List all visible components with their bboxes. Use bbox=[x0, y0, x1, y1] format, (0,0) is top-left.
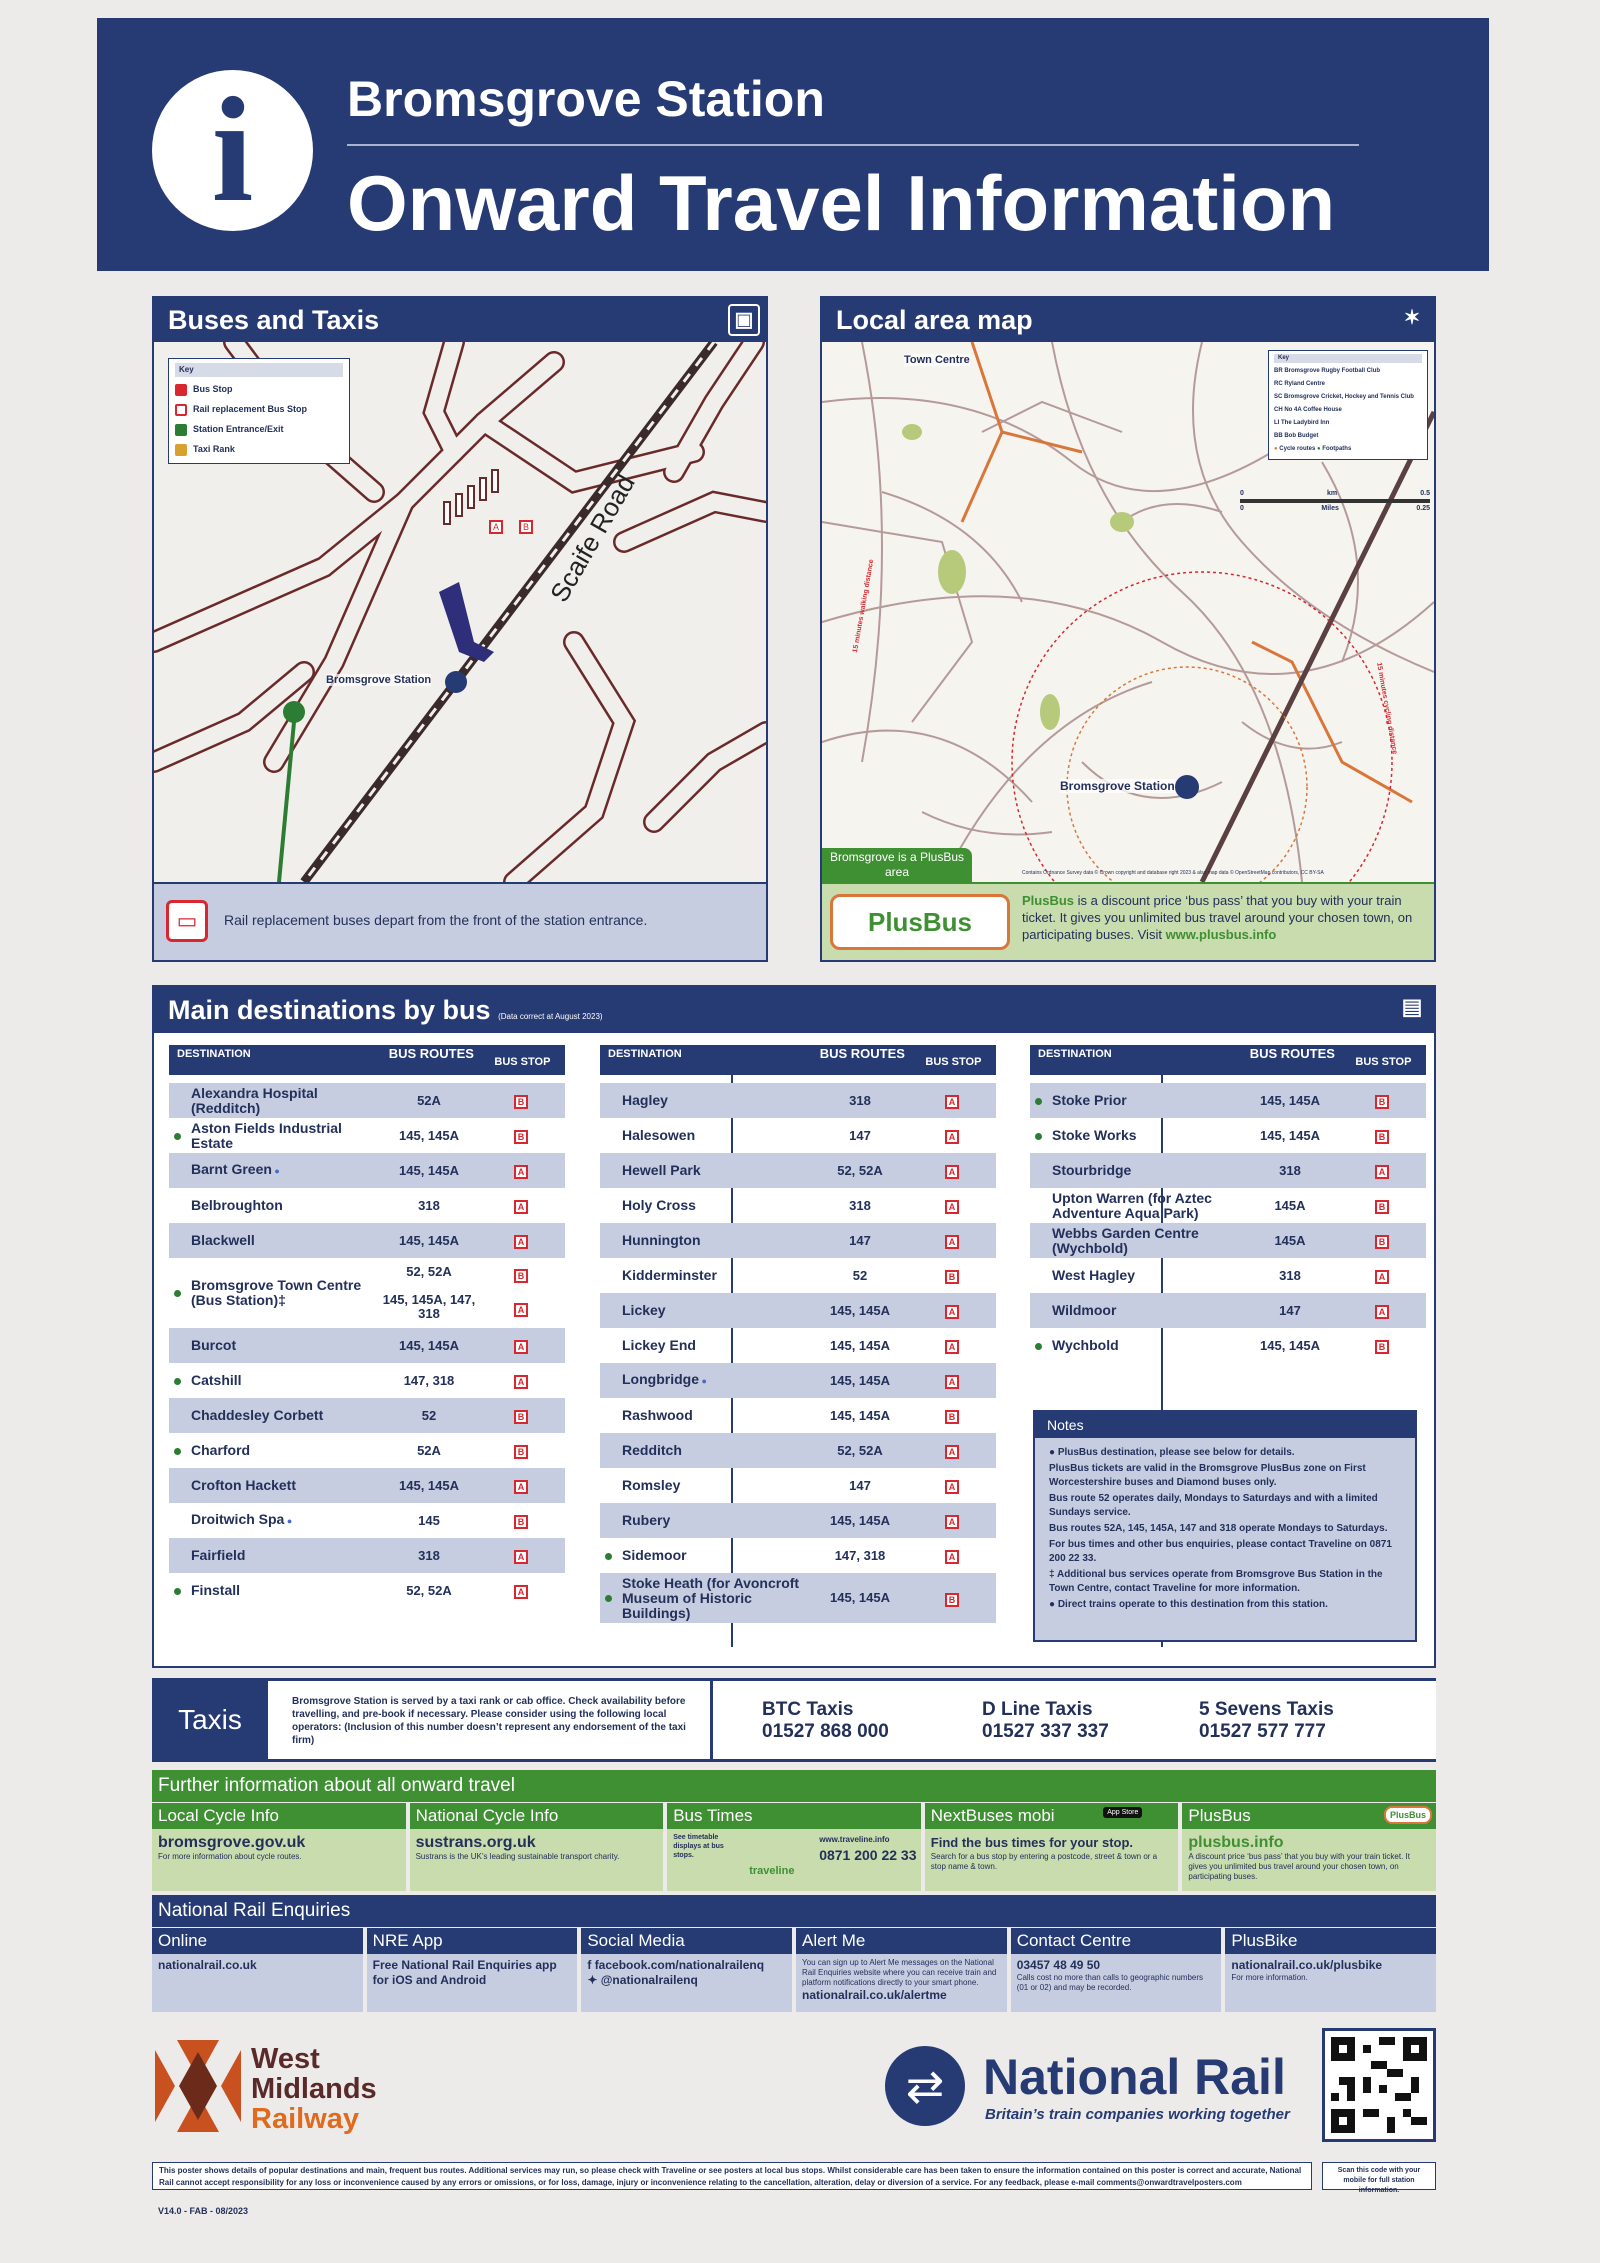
bus-stop-badge: B bbox=[514, 1515, 528, 1529]
destination-name: Bromsgrove Town Centre (Bus Station)‡ bbox=[169, 1278, 381, 1308]
destination-name: Longbridge ● bbox=[622, 1371, 707, 1387]
bus-routes: 52A bbox=[417, 1442, 441, 1458]
table-row bbox=[600, 1293, 996, 1328]
map-copyright: Contains Ordnance Survey data © Crown copyright and database right 2023 & also map data © OpenStreetMap contributors, CC BY-SA bbox=[1022, 870, 1324, 876]
bus-routes: 52, 52A bbox=[406, 1582, 452, 1598]
plusbus-small-logo: PlusBus bbox=[1384, 1806, 1432, 1824]
table-row bbox=[600, 1083, 996, 1118]
table-header bbox=[600, 1045, 996, 1075]
nre-social[interactable]: Social Media f facebook.com/nationalrailenq ✦ @nationalrailenq bbox=[581, 1928, 792, 2012]
table-row bbox=[169, 1258, 565, 1328]
taxis-title: Taxis bbox=[152, 1681, 268, 1759]
bus-stop-badge: B bbox=[514, 1130, 528, 1144]
bus-stop-badge: A bbox=[514, 1165, 528, 1179]
destination-name: Droitwich Spa ● bbox=[191, 1511, 293, 1527]
bus-stop bbox=[477, 1547, 565, 1564]
bus-routes: 145, 145A bbox=[1260, 1337, 1320, 1353]
plusbus-dot-icon bbox=[174, 1448, 181, 1455]
destination-name: Stourbridge bbox=[1052, 1162, 1132, 1178]
further-info-cells bbox=[152, 1803, 1436, 1891]
bus-stop bbox=[908, 1590, 996, 1607]
destination-name: Stoke Heath (for Avoncroft Museum of Historic Buildings) bbox=[600, 1576, 812, 1621]
table-row bbox=[1030, 1223, 1426, 1258]
table-row bbox=[1030, 1293, 1426, 1328]
buses-taxis-title: Buses and Taxis bbox=[168, 305, 380, 335]
bus-stop bbox=[908, 1302, 996, 1319]
destination-name: Barnt Green ● bbox=[191, 1161, 280, 1177]
bus-routes: 147 bbox=[849, 1477, 871, 1493]
table-row bbox=[169, 1328, 565, 1363]
town-centre-label: Town Centre bbox=[904, 354, 970, 366]
bus-stop-badge: B bbox=[1375, 1340, 1389, 1354]
direct-train-icon: ● bbox=[271, 1166, 280, 1176]
table-row bbox=[169, 1083, 565, 1118]
map-scale-bar: 0 km 0.5 0 Miles 0.25 bbox=[1240, 490, 1430, 512]
notes-title: Notes bbox=[1035, 1412, 1415, 1438]
plusbus-description: PlusBus is a discount price ‘bus pass’ that you buy with your train ticket. It gives you unlimited bus travel around your chosen town, on participating buses. Visit www.plusbus.info bbox=[1022, 893, 1413, 942]
station-label: Bromsgrove Station bbox=[326, 674, 432, 686]
bus-stop-badge: A bbox=[945, 1305, 959, 1319]
header-banner bbox=[97, 18, 1489, 271]
nre-title: National Rail Enquiries bbox=[152, 1895, 1436, 1927]
nre-online[interactable]: Online nationalrail.co.uk bbox=[152, 1928, 363, 2012]
bus-stop bbox=[1338, 1127, 1426, 1144]
destination-name: Catshill bbox=[169, 1373, 381, 1388]
local-map-key: Key BR Bromsgrove Rugby Football Club RC Ryland Centre SC Bromsgrove Cricket, Hockey and Tennis Club CH No 4A Coffee House LI The Ladybird Inn BB Bob Budget ● Cycle routes ● Footpaths bbox=[1268, 350, 1428, 460]
local-area-map[interactable] bbox=[822, 342, 1434, 882]
nre-alert-me[interactable]: Alert Me You can sign up to Alert Me messages on the National Rail Enquiries website where you can receive train and platform notifications directly to your smart phone. nationalrail.co.uk/alertme bbox=[796, 1928, 1007, 2012]
bus-routes: 147 bbox=[849, 1232, 871, 1248]
bus-stop bbox=[477, 1407, 565, 1424]
bus-stop-badge: B bbox=[945, 1410, 959, 1424]
bus-routes: 52 bbox=[421, 1407, 437, 1423]
walking-distance-label: 15 minutes walking distance bbox=[852, 558, 876, 654]
plusbus-dot-icon bbox=[1035, 1098, 1042, 1105]
nre-app[interactable]: NRE App Free National Rail Enquiries app for iOS and Android bbox=[367, 1928, 578, 2012]
bus-stop bbox=[1338, 1267, 1426, 1284]
bus-stop bbox=[908, 1197, 996, 1214]
destination-name: Fairfield bbox=[191, 1547, 246, 1563]
bus-stop bbox=[477, 1372, 565, 1389]
table-row bbox=[1030, 1153, 1426, 1188]
bus-routes: 145, 145A bbox=[1260, 1092, 1320, 1108]
table-row bbox=[169, 1223, 565, 1258]
table-row bbox=[600, 1503, 996, 1538]
column-header: BUS ROUTES bbox=[819, 1046, 905, 1061]
traveline-logo: traveline bbox=[749, 1865, 795, 1877]
table-header bbox=[1030, 1045, 1426, 1075]
table-row bbox=[600, 1328, 996, 1363]
plusbus-info[interactable]: PlusBus PlusBus plusbus.info A discount price ‘bus pass’ that you buy with your train ticket. It gives you unlimited bus travel around your chosen town, on participating buses. bbox=[1182, 1803, 1436, 1891]
national-rail-logo: ⇄ National Rail Britain’s train companies working together bbox=[885, 2044, 1305, 2134]
road-label: Scaife Road bbox=[544, 469, 641, 607]
nextbuses[interactable]: NextBuses mobi App Store Find the bus times for your stop. Search for a bus stop by entering a postcode, street & town or a stop name & town. bbox=[925, 1803, 1179, 1891]
bus-stop-a-marker[interactable]: A bbox=[489, 520, 503, 534]
column-header: BUS STOP bbox=[1355, 1056, 1412, 1068]
plusbus-dot-icon bbox=[174, 1588, 181, 1595]
compass-icon: ✶ bbox=[1403, 307, 1421, 329]
destination-name: Holy Cross bbox=[622, 1197, 696, 1213]
column-header: BUS ROUTES bbox=[1249, 1046, 1335, 1061]
bus-stop bbox=[477, 1442, 565, 1459]
bus-routes: 52, 52A bbox=[837, 1442, 883, 1458]
plusbus-info-strip bbox=[822, 882, 1434, 960]
bus-stop bbox=[477, 1197, 565, 1214]
bus-routes: 52, 52A 145, 145A, 147, 318 bbox=[382, 1264, 476, 1321]
table-row bbox=[600, 1118, 996, 1153]
bus-stop-badge: A bbox=[514, 1235, 528, 1249]
bus-stop bbox=[477, 1162, 565, 1179]
bus-stop-badge: A bbox=[514, 1303, 528, 1317]
destination-name: Crofton Hackett bbox=[191, 1477, 297, 1493]
bus-routes: 318 bbox=[1279, 1267, 1301, 1283]
bus-stop bbox=[1338, 1162, 1426, 1179]
destination-name: Lickey End bbox=[622, 1337, 696, 1353]
bus-stop-badge: B bbox=[945, 1593, 959, 1607]
destination-name: Alexandra Hospital (Redditch) bbox=[191, 1084, 318, 1116]
bus-routes: 145A bbox=[1274, 1197, 1306, 1213]
bus-routes: 145, 145A bbox=[830, 1407, 890, 1423]
notes-box: Notes ● PlusBus destination, please see below for details. PlusBus tickets are valid in the Bromsgrove PlusBus zone on First Worcestershire buses and Diamond buses only. Bus route 52 operates daily, Mondays to Saturdays and with a limited Sundays service. Bus routes 52A, 145, 145A, 147 and 318 operate Mondays to Saturdays. For bus times and other bus enquiries, please contact Traveline on 0871 200 22 33. ‡ Additional bus services operate from Bromsgrove Bus Station in the Town Centre, contact Traveline for more information. ● Direct trains operate to this destination from this station. bbox=[1033, 1410, 1417, 1642]
destination-name: Stoke Works bbox=[1030, 1128, 1242, 1143]
bus-stop-badge: A bbox=[945, 1515, 959, 1529]
table-row bbox=[1030, 1188, 1426, 1223]
destinations-table-3 bbox=[1030, 1045, 1426, 1363]
table-row bbox=[600, 1223, 996, 1258]
map-station-label: Bromsgrove Station bbox=[1060, 779, 1175, 793]
destination-name: Wildmoor bbox=[1052, 1302, 1117, 1318]
bus-routes: 145, 145A bbox=[830, 1337, 890, 1353]
table-row bbox=[600, 1433, 996, 1468]
bus-stop-badge: B bbox=[514, 1410, 528, 1424]
bus-stop bbox=[1338, 1232, 1426, 1249]
destination-name: West Hagley bbox=[1052, 1267, 1135, 1283]
bus-stop-badge: B bbox=[1375, 1130, 1389, 1144]
bus-routes: 318 bbox=[418, 1197, 440, 1213]
twitter-icon: ✦ bbox=[587, 1973, 601, 1987]
bus-stop bbox=[908, 1477, 996, 1494]
column-header: BUS STOP bbox=[494, 1056, 551, 1068]
bus-stop bbox=[477, 1512, 565, 1529]
bus-routes: 145, 145A bbox=[830, 1590, 890, 1605]
coach-icon: ▤ bbox=[1401, 994, 1423, 1019]
bus-routes: 318 bbox=[849, 1197, 871, 1213]
destination-name: Hunnington bbox=[622, 1232, 701, 1248]
bus-routes: 145, 145A bbox=[399, 1337, 459, 1353]
destination-name: Halesowen bbox=[622, 1127, 696, 1143]
bus-stop bbox=[1338, 1092, 1426, 1109]
bus-stop bbox=[477, 1232, 565, 1249]
bus-routes: 318 bbox=[1279, 1162, 1301, 1178]
nre-plusbike[interactable]: PlusBike nationalrail.co.uk/plusbike For more information. bbox=[1225, 1928, 1436, 2012]
qr-caption: Scan this code with your mobile for full station information. bbox=[1322, 2162, 1436, 2190]
local-map-panel bbox=[820, 296, 1436, 962]
column-header: BUS STOP bbox=[925, 1056, 982, 1068]
table-row bbox=[600, 1538, 996, 1573]
plusbus-dot-icon bbox=[174, 1290, 181, 1297]
bus-stop-badge: A bbox=[514, 1375, 528, 1389]
destination-name: Hagley bbox=[622, 1092, 668, 1108]
table-row bbox=[169, 1573, 565, 1608]
bus-stop bbox=[908, 1407, 996, 1424]
bus-stop-badge: A bbox=[514, 1340, 528, 1354]
table-row bbox=[169, 1118, 565, 1153]
plusbus-dot-icon bbox=[605, 1595, 612, 1602]
bus-stop bbox=[908, 1092, 996, 1109]
bus-routes: 145, 145A bbox=[830, 1302, 890, 1318]
bus-stop bbox=[908, 1512, 996, 1529]
table-row bbox=[600, 1153, 996, 1188]
plusbus-logo: PlusBus bbox=[830, 894, 1010, 950]
disclaimer: This poster shows details of popular destinations and main, frequent bus routes. Additional services may run, so please check with Traveline or see posters at local bus stops. Whilst considerable care has been taken to ensure the information contained on this poster is correct and accurate, National Rail cannot accept responsibility for any loss or inconvenience caused by any errors or omissions, or for loss, damage, injury or inconvenience relating to the cancellation, alteration, delay or diversion of a service. For any feedback, please e-mail comments@onwardtravelposters.com bbox=[152, 2162, 1312, 2190]
bus-routes: 145, 145A bbox=[399, 1127, 459, 1143]
nre-contact[interactable]: Contact Centre 03457 48 49 50 Calls cost no more than calls to geographic numbers (01 or 02) and may be recorded. bbox=[1011, 1928, 1222, 2012]
bus-stop bbox=[477, 1582, 565, 1599]
bus-stop bbox=[908, 1337, 996, 1354]
bus-stop-badge: B bbox=[945, 1270, 959, 1284]
bus-stop bbox=[477, 1269, 565, 1317]
bus-stop-badge: B bbox=[1375, 1235, 1389, 1249]
national-cycle-info[interactable]: National Cycle Info sustrans.org.uk Sustrans is the UK’s leading sustainable transport charity. bbox=[410, 1803, 664, 1891]
column-header: DESTINATION bbox=[608, 1048, 682, 1060]
bus-stop bbox=[477, 1337, 565, 1354]
bus-stop-badge: A bbox=[945, 1375, 959, 1389]
bus-routes: 52 bbox=[852, 1267, 868, 1283]
bus-stop bbox=[908, 1162, 996, 1179]
bus-stop-badge: A bbox=[1375, 1270, 1389, 1284]
column-header: DESTINATION bbox=[1038, 1048, 1112, 1060]
taxi-operator[interactable]: 5 Sevens Taxis 01527 577 777 bbox=[1199, 1699, 1334, 1742]
destination-name: Finstall bbox=[169, 1583, 381, 1598]
column-header: BUS ROUTES bbox=[388, 1046, 474, 1061]
destinations-table-1 bbox=[169, 1045, 565, 1608]
info-icon: i bbox=[152, 70, 313, 231]
bus-routes: 52, 52A bbox=[837, 1162, 883, 1178]
table-row bbox=[1030, 1118, 1426, 1153]
direct-train-icon: ● bbox=[284, 1516, 293, 1526]
destination-name: Sidemoor bbox=[600, 1548, 812, 1563]
bus-routes: 147 bbox=[849, 1127, 871, 1143]
bus-routes: 147, 318 bbox=[403, 1372, 455, 1388]
national-rail-icon: ⇄ bbox=[885, 2046, 965, 2126]
bus-stop bbox=[908, 1442, 996, 1459]
destination-name: Upton Warren (for Aztec Adventure Aqua Park) bbox=[1052, 1189, 1212, 1221]
bus-stop-badge: A bbox=[945, 1235, 959, 1249]
bus-stop-badge: A bbox=[945, 1200, 959, 1214]
further-info-title: Further information about all onward travel bbox=[152, 1770, 1436, 1802]
rail-replacement-bus-icon: ▭ bbox=[166, 900, 208, 942]
bus-stop bbox=[1338, 1302, 1426, 1319]
bus-stop-badge: A bbox=[945, 1480, 959, 1494]
version-label: V14.0 - FAB - 08/2023 bbox=[158, 2206, 249, 2216]
table-row bbox=[169, 1433, 565, 1468]
bus-stop-badge: A bbox=[1375, 1165, 1389, 1179]
table-row bbox=[169, 1468, 565, 1503]
bus-stop-badge: B bbox=[514, 1269, 528, 1283]
destinations-panel: Main destinations by bus (Data correct at August 2023) ▤ bbox=[152, 985, 1436, 1668]
bus-routes: 318 bbox=[849, 1092, 871, 1108]
table-row bbox=[169, 1538, 565, 1573]
bus-stop-badge: A bbox=[945, 1445, 959, 1459]
bus-routes: 145, 145A bbox=[830, 1512, 890, 1528]
taxis-text: Bromsgrove Station is served by a taxi rank or cab office. Check availability before travelling, and pre-book if necessary. Please consider using the following local operators: (Inclusion of this number doesn’t represent any endorsement of the taxi firm) bbox=[292, 1696, 686, 1746]
bus-stop bbox=[477, 1477, 565, 1494]
plusbus-dot-icon bbox=[174, 1378, 181, 1385]
table-row bbox=[600, 1258, 996, 1293]
bus-stop-badge: A bbox=[945, 1340, 959, 1354]
table-row bbox=[600, 1398, 996, 1433]
bus-stop bbox=[908, 1127, 996, 1144]
bus-routes: 145, 145A bbox=[1260, 1127, 1320, 1143]
bus-routes: 145, 145A bbox=[399, 1232, 459, 1248]
west-midlands-railway-logo: West Midlands Railway bbox=[155, 2040, 415, 2135]
destination-name: Wychbold bbox=[1030, 1338, 1242, 1353]
plusbus-dot-icon bbox=[605, 1553, 612, 1560]
bus-stop-badge: A bbox=[945, 1095, 959, 1109]
bus-icon: ▣ bbox=[728, 304, 760, 336]
destination-name: Blackwell bbox=[191, 1232, 255, 1248]
destination-name: Lickey bbox=[622, 1302, 666, 1318]
destination-name: Rubery bbox=[622, 1512, 671, 1528]
bus-routes: 318 bbox=[418, 1547, 440, 1563]
table-row bbox=[169, 1363, 565, 1398]
bus-stop-badge: A bbox=[514, 1550, 528, 1564]
destination-name: Aston Fields Industrial Estate bbox=[169, 1121, 381, 1151]
destination-name: Rashwood bbox=[622, 1407, 693, 1423]
table-row bbox=[600, 1573, 996, 1623]
qr-code[interactable] bbox=[1322, 2028, 1436, 2142]
plusbus-dot-icon bbox=[174, 1133, 181, 1140]
destination-name: Romsley bbox=[622, 1477, 681, 1493]
bus-stop-badge: A bbox=[945, 1550, 959, 1564]
bus-routes: 145A bbox=[1274, 1232, 1306, 1248]
bus-stop bbox=[1338, 1197, 1426, 1214]
page-title: Onward Travel Information bbox=[347, 159, 1336, 247]
destination-name: Kidderminster bbox=[622, 1267, 717, 1283]
bus-routes: 52A bbox=[417, 1092, 441, 1108]
bus-stop-badge: A bbox=[514, 1480, 528, 1494]
bus-stop bbox=[908, 1267, 996, 1284]
destination-name: Charford bbox=[169, 1443, 381, 1458]
destination-name: Hewell Park bbox=[622, 1162, 701, 1178]
bus-stop bbox=[908, 1232, 996, 1249]
bus-stop-badge: A bbox=[514, 1200, 528, 1214]
station-street-map[interactable] bbox=[154, 342, 766, 882]
table-row bbox=[169, 1188, 565, 1223]
table-row bbox=[600, 1188, 996, 1223]
destination-name: Redditch bbox=[622, 1442, 682, 1458]
table-header bbox=[169, 1045, 565, 1075]
bus-stop bbox=[908, 1372, 996, 1389]
taxi-operator[interactable]: BTC Taxis 01527 868 000 bbox=[762, 1699, 889, 1742]
table-row bbox=[600, 1468, 996, 1503]
app-store-badge: App Store bbox=[1103, 1807, 1142, 1818]
map-key: Key Bus Stop Rail replacement Bus Stop Station Entrance/Exit Taxi Rank bbox=[168, 358, 350, 464]
direct-train-icon: ● bbox=[699, 1376, 707, 1386]
bus-stop-badge: B bbox=[514, 1095, 528, 1109]
local-cycle-info[interactable]: Local Cycle Info bromsgrove.gov.uk For more information about cycle routes. bbox=[152, 1803, 406, 1891]
bus-routes: 145, 145A bbox=[399, 1162, 459, 1178]
plusbus-dot-icon bbox=[1035, 1133, 1042, 1140]
destinations-title: Main destinations by bus bbox=[168, 995, 491, 1025]
bus-routes: 145, 145A bbox=[399, 1477, 459, 1493]
table-row bbox=[169, 1503, 565, 1538]
bus-stop-badge: A bbox=[945, 1165, 959, 1179]
bus-stop-badge: A bbox=[514, 1585, 528, 1599]
table-row bbox=[1030, 1083, 1426, 1118]
bus-routes: 145 bbox=[418, 1512, 440, 1528]
column-header: DESTINATION bbox=[177, 1048, 251, 1060]
table-row bbox=[1030, 1328, 1426, 1363]
taxi-operator[interactable]: D Line Taxis 01527 337 337 bbox=[982, 1699, 1109, 1742]
bus-stop-badge: A bbox=[1375, 1305, 1389, 1319]
buses-taxis-panel bbox=[152, 296, 768, 962]
destination-name: Stoke Prior bbox=[1030, 1093, 1242, 1108]
local-map-title: Local area map bbox=[836, 305, 1033, 335]
plusbus-area-label: Bromsgrove is a PlusBus area bbox=[822, 848, 972, 882]
destination-name: Belbroughton bbox=[191, 1197, 283, 1213]
table-row bbox=[169, 1153, 565, 1188]
table-row bbox=[600, 1363, 996, 1398]
bus-routes: 147 bbox=[1279, 1302, 1301, 1318]
table-row bbox=[1030, 1258, 1426, 1293]
header-divider bbox=[347, 144, 1359, 146]
table-row bbox=[169, 1398, 565, 1433]
bus-stop bbox=[908, 1547, 996, 1564]
plusbus-dot-icon bbox=[1035, 1343, 1042, 1350]
nre-cells bbox=[152, 1928, 1436, 2012]
taxis-section bbox=[152, 1678, 1436, 1762]
bus-routes: 145, 145A bbox=[830, 1372, 890, 1388]
station-name: Bromsgrove Station bbox=[347, 71, 825, 127]
bus-stop-b-marker[interactable]: B bbox=[519, 520, 533, 534]
destination-name: Burcot bbox=[191, 1337, 237, 1353]
bus-stop-badge: A bbox=[945, 1130, 959, 1144]
bus-stop bbox=[477, 1092, 565, 1109]
destination-name: Chaddesley Corbett bbox=[191, 1407, 324, 1423]
bus-times[interactable]: Bus Times See timetable displays at bus stops. traveline www.traveline.info 0871 200 22 33 bbox=[667, 1803, 921, 1891]
bus-stop bbox=[1338, 1337, 1426, 1354]
destination-name: Webbs Garden Centre (Wychbold) bbox=[1052, 1224, 1199, 1256]
bus-stop-badge: B bbox=[514, 1445, 528, 1459]
cycling-distance-label: 15 minutes cycling distance bbox=[1375, 662, 1399, 755]
rail-replacement-note: ▭ Rail replacement buses depart from the front of the station entrance. bbox=[154, 882, 766, 960]
bus-routes: 147, 318 bbox=[834, 1547, 886, 1563]
destinations-table-2 bbox=[600, 1045, 996, 1623]
facebook-icon: f bbox=[587, 1958, 595, 1972]
bus-stop-badge: B bbox=[1375, 1200, 1389, 1214]
bus-stop-badge: B bbox=[1375, 1095, 1389, 1109]
plusbus-link[interactable]: www.plusbus.info bbox=[1165, 927, 1277, 942]
bus-stop bbox=[477, 1127, 565, 1144]
